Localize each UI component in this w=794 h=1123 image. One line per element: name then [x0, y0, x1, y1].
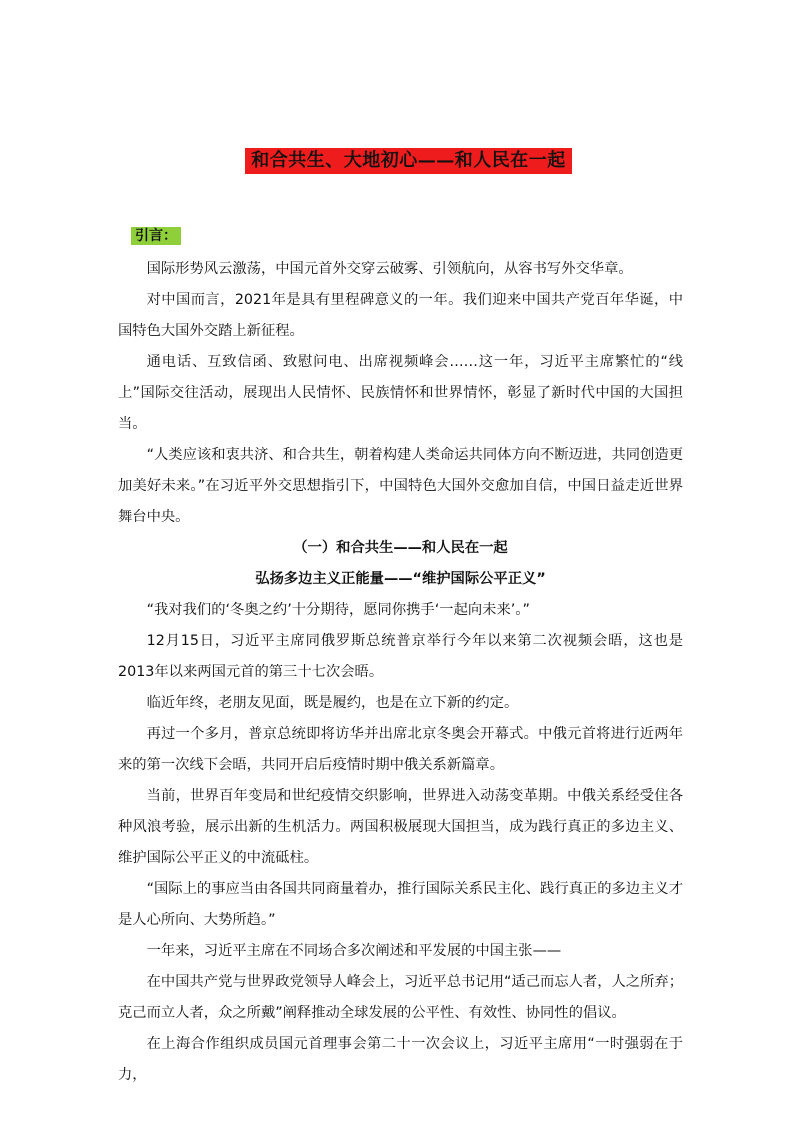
paragraph: 在上海合作组织成员国元首理事会第二十一次会议上，习近平主席用“一时强弱在于力， [118, 1036, 683, 1083]
paragraph: 12月15日，习近平主席同俄罗斯总统普京举行今年以来第二次视频会晤，这也是2013年以来两国元首的第三十七次会晤。 [118, 633, 683, 680]
document-title: 和合共生、大地初心——和人民在一起 [245, 148, 572, 174]
paragraph: 当前，世界百年变局和世纪疫情交织影响，世界进入动荡变革期。中俄关系经受住各种风浪考验，展示出新的生机活力。两国积极展现大国担当，成为践行真正的多边主义、维护国际公平正义的中流砥柱。 [118, 788, 683, 866]
paragraph: 对中国而言，2021年是具有里程碑意义的一年。我们迎来中国共产党百年华诞，中国特色大国外交踏上新征程。 [118, 292, 683, 339]
document-body [118, 254, 683, 1091]
paragraph: 一年来，习近平主席在不同场合多次阐述和平发展的中国主张—— [146, 943, 562, 959]
sub-heading: 弘扬多边主义正能量——“维护国际公平正义” [255, 571, 546, 587]
paragraph: 通电话、互致信函、致慰问电、出席视频峰会……这一年，习近平主席繁忙的“线上”国际交往活动，展现出人民情怀、民族情怀和世界情怀，彰显了新时代中国的大国担当。 [118, 354, 683, 432]
paragraph: 在中国共产党与世界政党领导人峰会上，习近平总书记用“适己而忘人者，人之所弃；克己而立人者，众之所戴”阐释推动全球发展的公平性、有效性、协同性的倡议。 [118, 974, 683, 1021]
paragraph: 国际形势风云激荡，中国元首外交穿云破雾、引领航向，从容书写外交华章。 [146, 261, 633, 277]
paragraph: 再过一个多月，普京总统即将访华并出席北京冬奥会开幕式。中俄元首将进行近两年来的第一次线下会晤，共同开启后疫情时期中俄关系新篇章。 [118, 726, 683, 773]
paragraph: “人类应该和衷共济、和合共生，朝着构建人类命运共同体方向不断迈进，共同创造更加美好未来。”在习近平外交思想指引下，中国特色大国外交愈加自信，中国日益走近世界舞台中央。 [118, 447, 683, 525]
paragraph: 临近年终，老朋友见面，既是履约，也是在立下新的约定。 [146, 695, 519, 711]
paragraph: “我对我们的‘冬奥之约’十分期待，愿同你携手‘一起向未来’。” [146, 602, 530, 618]
paragraph: “国际上的事应当由各国共同商量着办，推行国际关系民主化、践行真正的多边主义才是人心所向、大势所趋。” [118, 881, 683, 928]
intro-label: 引言： [131, 227, 181, 245]
section-heading: （一）和合共生——和人民在一起 [293, 540, 508, 556]
